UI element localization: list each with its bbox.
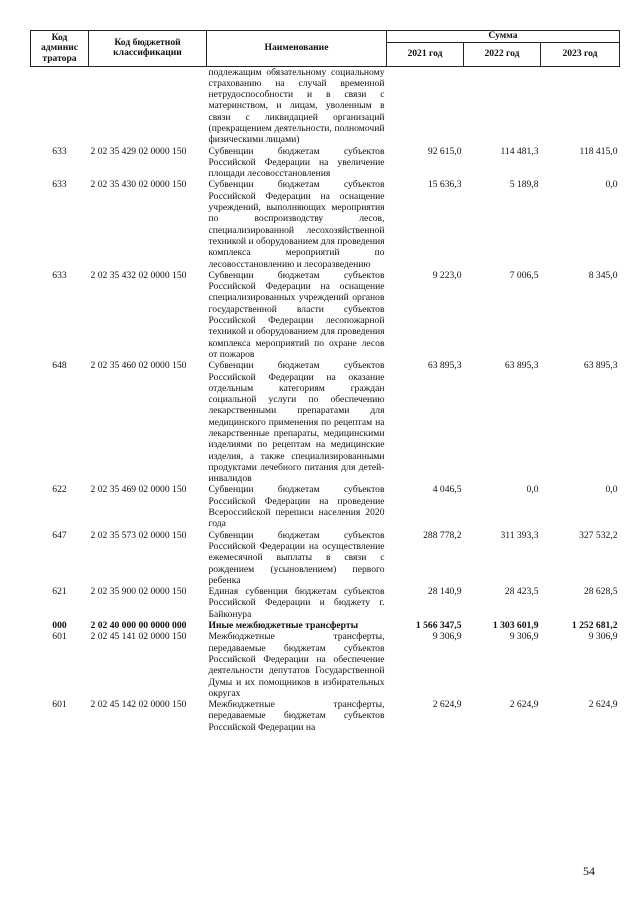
sum-2023-cell: 2 624,9 <box>588 699 618 711</box>
budget-code-cell: 2 02 35 460 02 0000 150 <box>90 360 187 372</box>
sum-2023-cell: 9 306,9 <box>588 631 618 643</box>
sum-2023-cell: 1 252 681,2 <box>571 620 618 632</box>
table-header <box>31 31 620 67</box>
admin-code-cell: 601 <box>52 699 67 711</box>
sum-2022-cell: 114 481,3 <box>500 145 539 157</box>
header-budget-code: Код бюджетной классификации <box>89 31 207 67</box>
header-sum: Сумма <box>387 31 620 43</box>
budget-code-cell: 2 02 35 900 02 0000 150 <box>90 586 187 598</box>
sum-2021-cell: 1 566 347,5 <box>415 620 462 632</box>
admin-code-cell: 601 <box>52 631 67 643</box>
name-cell: Субвенции бюджетам субъектов Российской Федерации на оснащение учреждений, выполняющих мероприятия по воспроизводству лесов, специализированной лесохозяйственной техникой и оборудованием для проведения комплекса мероприятий по лесовосстановлению и лесоразведению <box>208 179 385 270</box>
admin-code-cell: 647 <box>52 529 67 541</box>
sum-2023-cell: 8 345,0 <box>588 269 618 281</box>
table-row <box>31 586 620 620</box>
budget-code-cell: 2 02 35 432 02 0000 150 <box>90 269 187 281</box>
sum-2022-cell: 2 624,9 <box>509 699 539 711</box>
name-cell: подлежащим обязательному социальному страхованию на случай временной нетрудоспособности и в связи с материнством, и лицам, уволенным в связи с ликвидацией организаций (прекращением деятельности, полномочий физическими лицами) <box>208 66 385 146</box>
sum-2023-cell: 63 895,3 <box>583 360 618 372</box>
admin-code-cell: 622 <box>52 484 67 496</box>
sum-2022-cell <box>464 66 541 146</box>
table-row <box>31 699 620 733</box>
admin-code-cell: 633 <box>52 269 67 281</box>
sum-2023-cell: 118 415,0 <box>579 145 618 157</box>
name-cell: Субвенции бюджетам субъектов Российской Федерации на увеличение площади лесовосстановления <box>208 145 385 180</box>
page-number: 54 <box>583 864 595 878</box>
sum-2022-cell: 63 895,3 <box>504 360 539 372</box>
table-row <box>31 66 620 146</box>
sum-2021-cell: 2 624,9 <box>432 699 462 711</box>
table-row <box>31 631 620 699</box>
admin-code-cell: 633 <box>52 145 67 157</box>
sum-2022-cell: 5 189,8 <box>509 179 539 191</box>
budget-code-cell: 2 02 45 142 02 0000 150 <box>90 699 187 711</box>
sum-2021-cell <box>387 66 464 146</box>
sum-2023-cell: 327 532,2 <box>579 529 618 541</box>
sum-2021-cell: 9 223,0 <box>432 269 462 281</box>
name-cell: Единая субвенция бюджетам субъектов Российской Федерации и бюджету г. Байконура <box>208 586 385 620</box>
budget-code-cell: 2 02 35 430 02 0000 150 <box>90 179 187 191</box>
name-cell: Субвенции бюджетам субъектов Российской Федерации на проведение Всероссийской переписи населения 2020 года <box>208 484 385 530</box>
table-row <box>31 270 620 360</box>
table-row <box>31 530 620 586</box>
table-row <box>31 484 620 529</box>
header-year-2023: 2023 год <box>541 42 620 66</box>
name-cell: Субвенции бюджетам субъектов Российской Федерации на оказание отдельным категориям граждан социальной услуги по обеспечению лекарственными препаратами для медицинского применения по рецептам на лекарственные препараты, медицинскими изделиями по рецептам на медицинские изделия, а также специализированными продуктами лечебного питания для детей-инвалидов <box>208 360 385 485</box>
budget-code-cell: 2 02 35 573 02 0000 150 <box>90 529 187 541</box>
header-adm-code: Код админис тратора <box>31 31 89 67</box>
header-year-2022: 2022 год <box>464 42 541 66</box>
sum-2022-cell: 0,0 <box>526 484 539 496</box>
name-cell: Межбюджетные трансферты, передаваемые бюджетам субъектов Российской Федерации на обеспечение деятельности депутатов Государственной Думы и их помощников в избирательных округах <box>208 631 385 699</box>
sum-2023-cell: 0,0 <box>605 179 618 191</box>
budget-code-cell <box>89 66 207 146</box>
budget-code-cell: 2 02 45 141 02 0000 150 <box>90 631 187 643</box>
budget-code-cell: 2 02 35 469 02 0000 150 <box>90 484 187 496</box>
admin-code-cell <box>31 66 89 146</box>
sum-2021-cell: 15 636,3 <box>427 179 462 191</box>
name-cell: Межбюджетные трансферты, передаваемые бюджетам субъектов Российской Федерации на <box>208 699 385 733</box>
name-cell: Иные межбюджетные трансферты <box>208 620 359 632</box>
sum-2023-cell: 0,0 <box>605 484 618 496</box>
sum-2023-cell <box>541 66 620 146</box>
table-row <box>31 146 620 180</box>
sum-2021-cell: 9 306,9 <box>432 631 462 643</box>
sum-2022-cell: 28 423,5 <box>504 586 539 598</box>
budget-table <box>30 30 620 733</box>
name-cell: Субвенции бюджетам субъектов Российской Федерации на осуществление ежемесячной выплаты в связи с рождением (усыновлением) первого ребенка <box>208 529 385 586</box>
admin-code-cell: 000 <box>52 620 67 632</box>
table-row <box>31 620 620 631</box>
header-year-2021: 2021 год <box>387 42 464 66</box>
header-name: Наименование <box>207 31 387 67</box>
sum-2021-cell: 92 615,0 <box>427 145 462 157</box>
sum-2023-cell: 28 628,5 <box>583 586 618 598</box>
budget-code-cell: 2 02 35 429 02 0000 150 <box>90 145 187 157</box>
sum-2022-cell: 1 303 601,9 <box>492 620 539 632</box>
sum-2022-cell: 7 006,5 <box>509 269 539 281</box>
admin-code-cell: 648 <box>52 360 67 372</box>
document-page <box>30 30 619 733</box>
table-row <box>31 179 620 269</box>
sum-2021-cell: 28 140,9 <box>427 586 462 598</box>
sum-2021-cell: 4 046,5 <box>432 484 462 496</box>
sum-2021-cell: 288 778,2 <box>423 529 462 541</box>
sum-2021-cell: 63 895,3 <box>427 360 462 372</box>
sum-2022-cell: 311 393,3 <box>500 529 539 541</box>
budget-code-cell: 2 02 40 000 00 0000 000 <box>90 620 187 632</box>
sum-2022-cell: 9 306,9 <box>509 631 539 643</box>
table-row <box>31 360 620 484</box>
admin-code-cell: 621 <box>52 586 67 598</box>
admin-code-cell: 633 <box>52 179 67 191</box>
name-cell: Субвенции бюджетам субъектов Российской Федерации на оснащение специализированных учреждений органов государственной власти субъектов Российской Федерации лесопожарной техникой и оборудованием для проведения комплекса мероприятий по охране лесов от пожаров <box>208 269 385 360</box>
table-body <box>31 66 620 733</box>
